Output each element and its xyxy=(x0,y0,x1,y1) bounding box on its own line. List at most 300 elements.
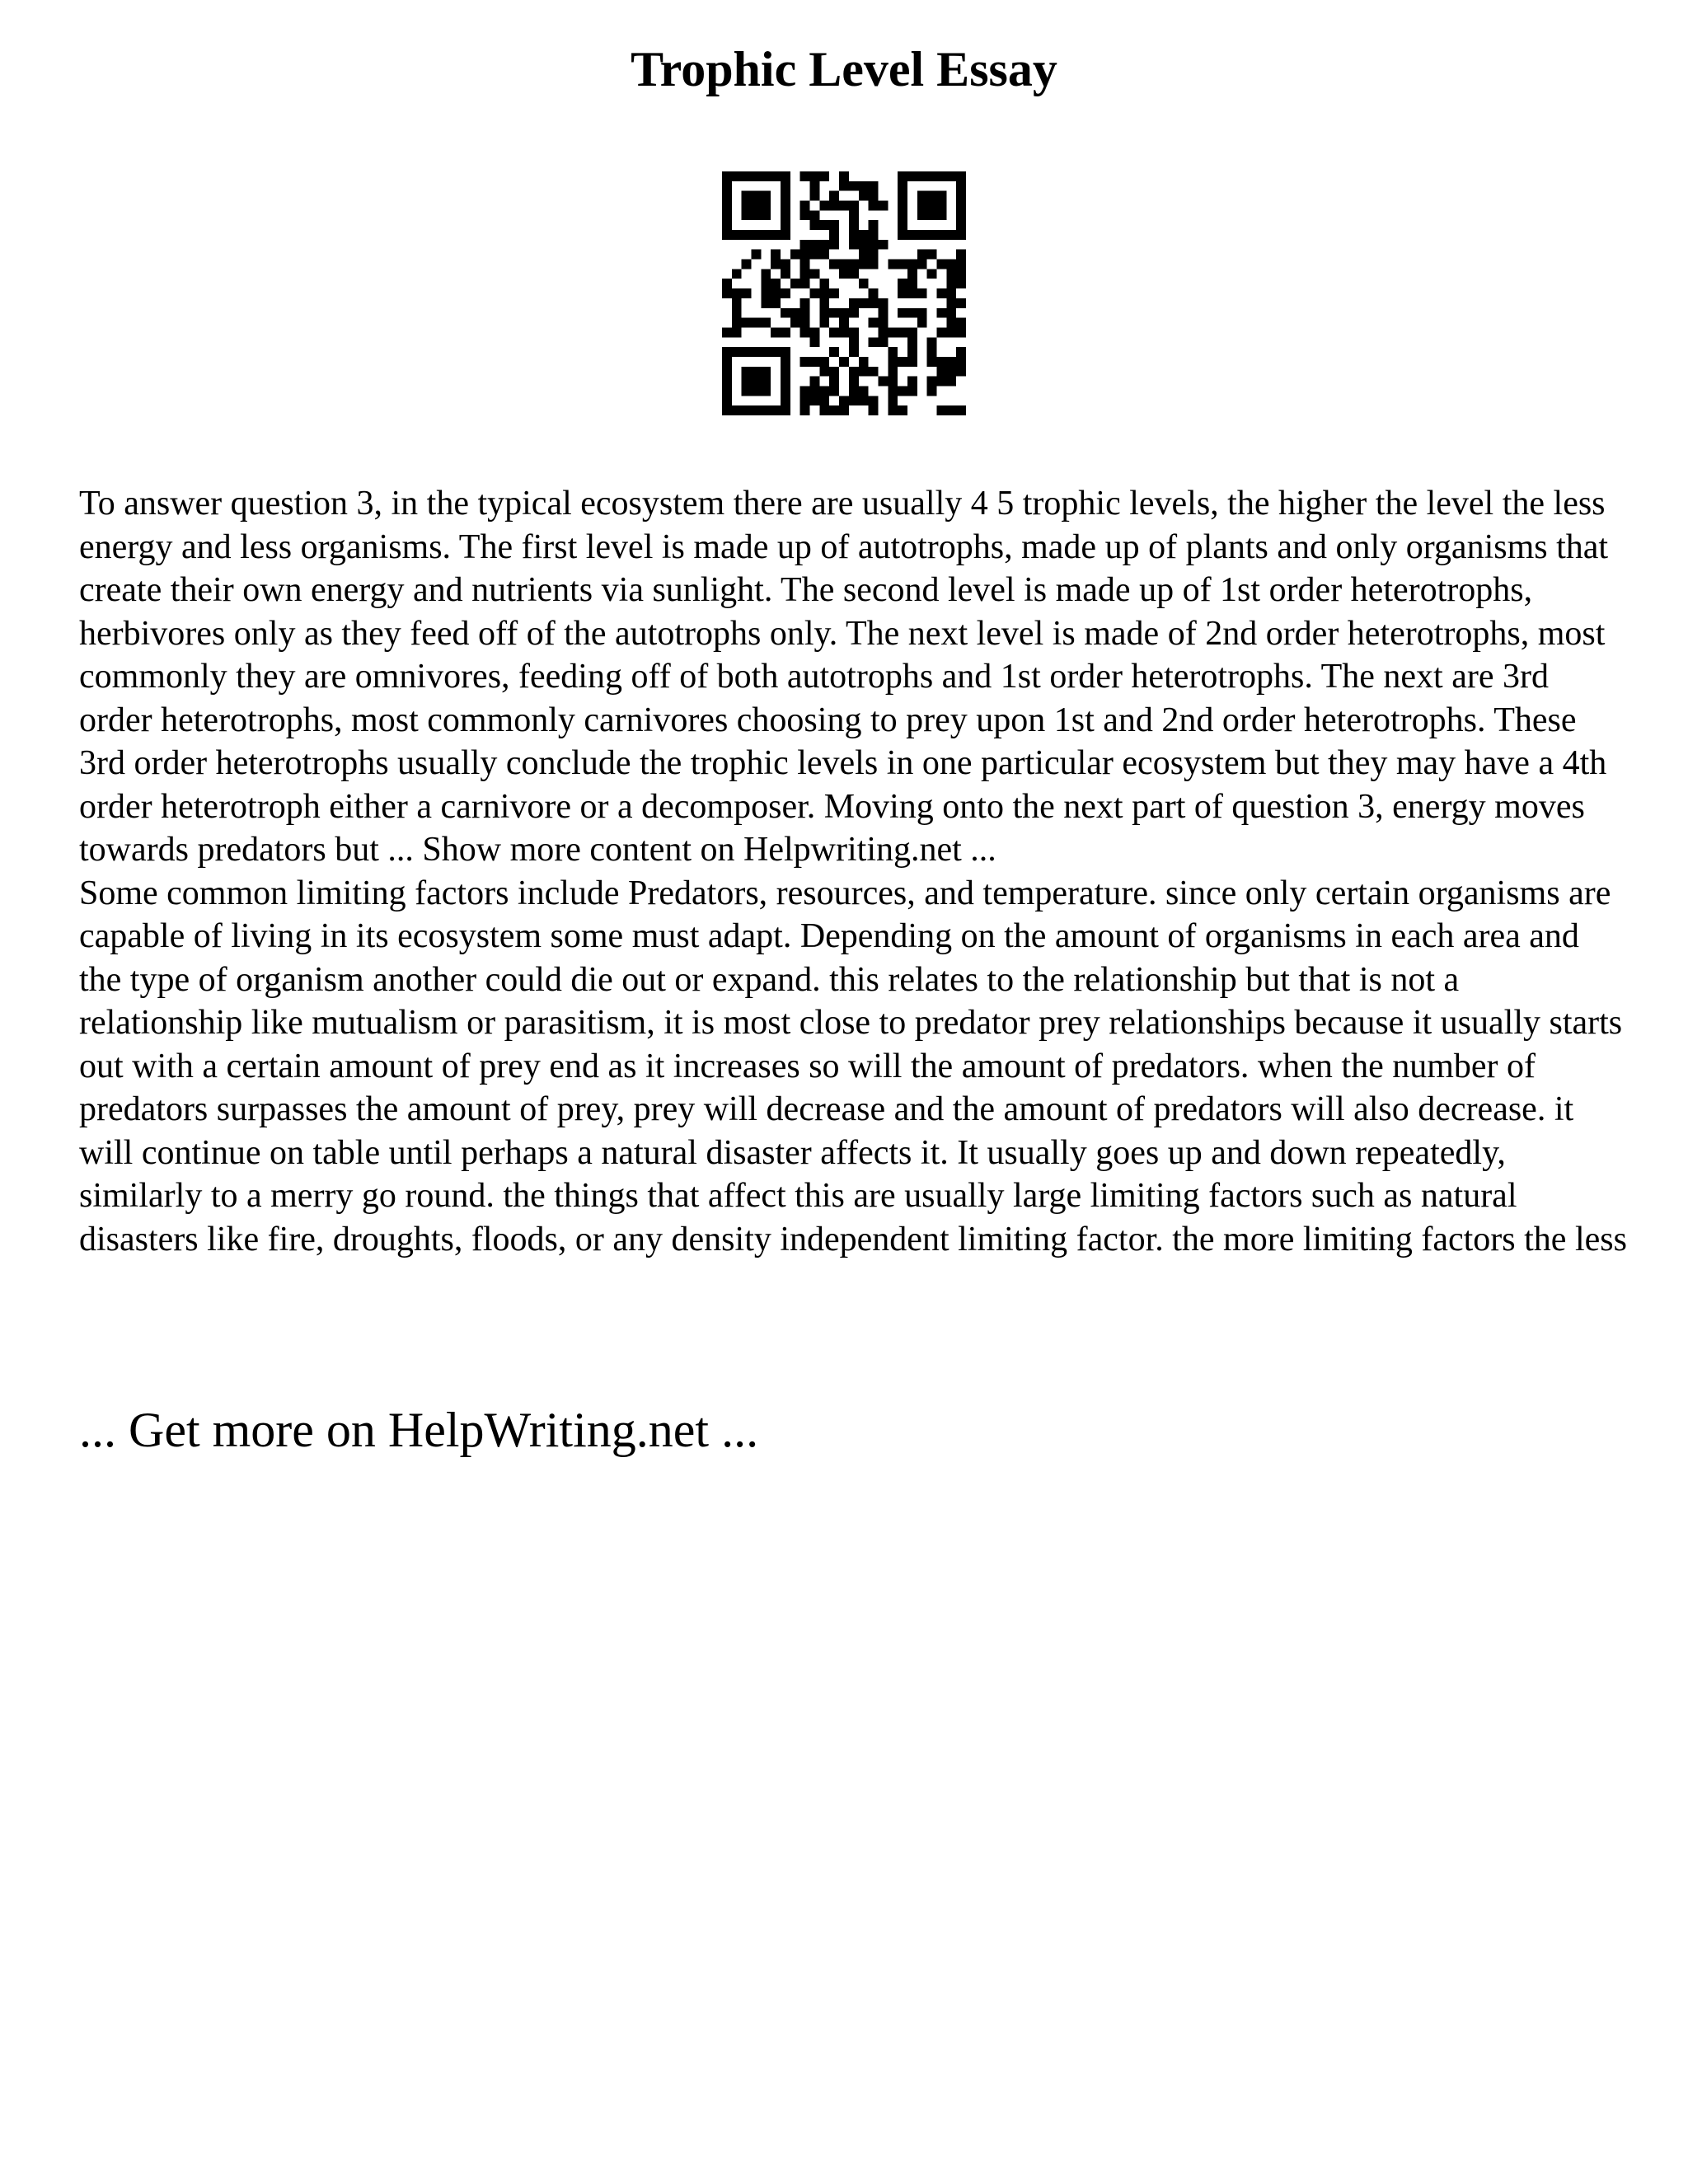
qr-module xyxy=(810,210,820,220)
qr-module xyxy=(907,308,917,318)
qr-module xyxy=(732,230,742,240)
qr-module xyxy=(732,269,742,279)
qr-module xyxy=(732,347,742,357)
qr-module xyxy=(907,279,917,288)
qr-module xyxy=(781,288,790,298)
qr-module xyxy=(898,357,907,367)
essay-paragraph-1: To answer question 3, in the typical ecosystem there are usually 4 5 trophic levels, the higher the level the less energy and less organisms. The first level is made up of autotrophs, made up of plants and only organisms that create their own energy and nutrients via sunlight. The second level is made up of 1st order heterotrophs, herbivores only as they feed off of the autotrophs only. The next level is made of 2nd order heterotrophs, most commonly they are omnivores, feeding off of both autotrophs and 1st order heterotrophs. The next are 3rd order heterotrophs, most commonly carnivores choosing to prey upon 1st and 2nd order heterotrophs. These 3rd order heterotrophs usually conclude the trophic levels in one particular ecosystem but they may have a 4th order heterotroph either a carnivore or a decomposer. Moving onto the next part of question 3, energy moves towards predators but ... Show more content on Helpwriting.net ... xyxy=(79,485,1609,869)
qr-module xyxy=(927,377,937,387)
qr-module xyxy=(859,240,869,250)
get-more-link[interactable]: ... Get more on HelpWriting.net ... xyxy=(79,1403,759,1457)
qr-module xyxy=(819,288,829,298)
qr-module xyxy=(819,220,829,230)
qr-module xyxy=(927,269,937,279)
qr-module xyxy=(956,279,966,288)
qr-module xyxy=(869,298,879,308)
qr-module xyxy=(859,386,869,396)
qr-module xyxy=(927,191,937,201)
qr-module xyxy=(800,260,810,269)
qr-module xyxy=(907,347,917,357)
qr-module xyxy=(917,230,927,240)
qr-module xyxy=(956,318,966,328)
qr-module xyxy=(849,377,859,387)
essay-paragraph-2: Some common limiting factors include Predators, resources, and temperature. since only certain organisms are capable of living in its ecosystem some must adapt. Depending on the amount of organisms in each area and the type of organism another could die out or expand. this relates to the relationship but that is not a relationship like mutualism or parasitism, it is most close to predator prey relationships because it usually starts out with a certain amount of prey end as it increases so will the amount of predators. when the number of predators surpasses the amount of prey, prey will decrease and the amount of predators will also decrease. it will continue on table until perhaps a natural disaster affects it. It usually goes up and down repeatedly, similarly to a merry go round. the things that affect this are usually large limiting factors such as natural disasters like fire, droughts, floods, or any density independent limiting factor. the more limiting factors the less xyxy=(79,874,1627,1258)
qr-module xyxy=(790,318,800,328)
qr-module xyxy=(829,405,839,415)
qr-module xyxy=(819,318,829,328)
qr-module xyxy=(859,230,869,240)
qr-module xyxy=(781,357,790,367)
qr-module xyxy=(849,220,859,230)
qr-module xyxy=(829,386,839,396)
qr-module xyxy=(927,230,937,240)
qr-module xyxy=(742,347,752,357)
qr-module xyxy=(898,279,907,288)
qr-module xyxy=(761,386,771,396)
qr-module xyxy=(907,327,917,337)
qr-module xyxy=(722,220,732,230)
qr-module xyxy=(781,377,790,387)
qr-module xyxy=(752,347,762,357)
qr-module xyxy=(936,377,946,387)
qr-module xyxy=(722,201,732,211)
qr-module xyxy=(859,191,869,201)
qr-module xyxy=(888,357,898,367)
qr-module xyxy=(898,288,907,298)
qr-module xyxy=(761,230,771,240)
qr-module xyxy=(888,377,898,387)
qr-module xyxy=(927,337,937,347)
qr-module xyxy=(752,201,762,211)
qr-module xyxy=(839,181,849,191)
qr-module xyxy=(946,327,956,337)
qr-module xyxy=(781,181,790,191)
qr-module xyxy=(752,386,762,396)
qr-module xyxy=(800,171,810,181)
qr-module xyxy=(956,220,966,230)
qr-module xyxy=(722,367,732,377)
qr-module xyxy=(742,377,752,387)
qr-module xyxy=(849,298,859,308)
qr-module xyxy=(742,367,752,377)
qr-module xyxy=(742,318,752,328)
qr-module xyxy=(790,250,800,260)
qr-module xyxy=(810,269,820,279)
qr-module xyxy=(771,171,781,181)
qr-module xyxy=(927,171,937,181)
qr-module xyxy=(907,337,917,347)
qr-module xyxy=(742,201,752,211)
qr-module xyxy=(722,357,732,367)
qr-module xyxy=(761,347,771,357)
qr-module xyxy=(800,357,810,367)
qr-module xyxy=(878,201,888,211)
qr-module xyxy=(878,377,888,387)
qr-module xyxy=(936,308,946,318)
qr-module xyxy=(781,210,790,220)
qr-module xyxy=(839,405,849,415)
qr-module xyxy=(859,298,869,308)
qr-module xyxy=(829,308,839,318)
qr-module xyxy=(869,220,879,230)
qr-module xyxy=(771,279,781,288)
qr-module xyxy=(849,269,859,279)
qr-module xyxy=(859,260,869,269)
qr-module xyxy=(936,171,946,181)
qr-module xyxy=(927,210,937,220)
qr-module xyxy=(800,327,810,337)
qr-module xyxy=(781,386,790,396)
qr-module xyxy=(956,181,966,191)
qr-module xyxy=(732,171,742,181)
qr-module xyxy=(898,210,907,220)
qr-module xyxy=(732,298,742,308)
qr-module xyxy=(771,288,781,298)
qr-module xyxy=(927,386,937,396)
qr-module xyxy=(742,260,752,269)
qr-module xyxy=(956,327,966,337)
qr-module xyxy=(869,230,879,240)
qr-module xyxy=(829,191,839,201)
qr-module xyxy=(878,308,888,318)
qr-module xyxy=(800,279,810,288)
qr-module xyxy=(742,230,752,240)
qr-module xyxy=(781,201,790,211)
qr-module xyxy=(781,269,790,279)
qr-module xyxy=(761,288,771,298)
qr-module xyxy=(771,250,781,260)
qr-module xyxy=(898,191,907,201)
qr-module xyxy=(956,298,966,308)
qr-module xyxy=(907,171,917,181)
qr-module xyxy=(869,337,879,347)
qr-module xyxy=(829,240,839,250)
qr-module xyxy=(956,250,966,260)
qr-module xyxy=(722,230,732,240)
qr-module xyxy=(810,181,820,191)
qr-module xyxy=(761,298,771,308)
qr-module xyxy=(869,260,879,269)
qr-module xyxy=(732,318,742,328)
qr-module xyxy=(839,318,849,328)
qr-module xyxy=(800,201,810,211)
qr-module xyxy=(752,210,762,220)
qr-module xyxy=(829,220,839,230)
qr-module xyxy=(771,347,781,357)
qr-module xyxy=(819,171,829,181)
qr-module xyxy=(752,230,762,240)
qr-module xyxy=(898,327,907,337)
qr-module xyxy=(819,308,829,318)
qr-module xyxy=(878,240,888,250)
qr-module xyxy=(752,377,762,387)
qr-module xyxy=(936,357,946,367)
qr-module xyxy=(898,260,907,269)
qr-module xyxy=(946,171,956,181)
qr-module xyxy=(761,405,771,415)
qr-module xyxy=(869,396,879,405)
qr-module xyxy=(732,288,742,298)
qr-module xyxy=(927,347,937,357)
qr-module xyxy=(790,279,800,288)
qr-module xyxy=(878,327,888,337)
qr-module xyxy=(810,250,820,260)
qr-module xyxy=(781,171,790,181)
qr-module xyxy=(946,377,956,387)
qr-module xyxy=(732,308,742,318)
qr-module xyxy=(907,357,917,367)
qr-module xyxy=(878,318,888,328)
qr-module xyxy=(946,298,956,308)
qr-module xyxy=(781,308,790,318)
qr-module xyxy=(946,357,956,367)
qr-module xyxy=(800,250,810,260)
qr-module xyxy=(946,230,956,240)
qr-module xyxy=(956,191,966,201)
qr-module xyxy=(917,201,927,211)
qr-module xyxy=(752,405,762,415)
qr-module xyxy=(819,298,829,308)
qr-module xyxy=(946,269,956,279)
qr-module xyxy=(859,357,869,367)
qr-module xyxy=(722,181,732,191)
qr-module xyxy=(781,327,790,337)
qr-module xyxy=(810,337,820,347)
qr-module xyxy=(722,288,732,298)
qr-module xyxy=(722,405,732,415)
qr-module xyxy=(819,405,829,415)
qr-module xyxy=(732,405,742,415)
qr-module xyxy=(771,298,781,308)
qr-module xyxy=(936,210,946,220)
qr-module xyxy=(869,367,879,377)
qr-module xyxy=(829,347,839,357)
qr-module xyxy=(752,191,762,201)
qr-module xyxy=(839,171,849,181)
qr-module xyxy=(819,279,829,288)
qr-module xyxy=(761,171,771,181)
qr-module xyxy=(859,279,869,288)
qr-module xyxy=(946,405,956,415)
qr-module xyxy=(849,327,859,337)
qr-module xyxy=(898,171,907,181)
qr-module xyxy=(839,357,849,367)
qr-module xyxy=(810,288,820,298)
qr-module xyxy=(907,269,917,279)
qr-module xyxy=(917,318,927,328)
qr-module xyxy=(771,230,781,240)
qr-module xyxy=(781,347,790,357)
qr-module xyxy=(849,240,859,250)
qr-module xyxy=(849,367,859,377)
qr-module xyxy=(907,288,917,298)
qr-module xyxy=(771,327,781,337)
qr-module xyxy=(810,220,820,230)
qr-module xyxy=(956,210,966,220)
qr-module xyxy=(917,171,927,181)
qr-module xyxy=(819,250,829,260)
qr-module xyxy=(819,367,829,377)
qr-module xyxy=(878,298,888,308)
qr-module xyxy=(781,260,790,269)
qr-module xyxy=(810,357,820,367)
qr-module xyxy=(869,240,879,250)
qr-module xyxy=(869,405,879,415)
qr-module xyxy=(907,230,917,240)
qr-module xyxy=(722,327,732,337)
qr-module xyxy=(810,386,820,396)
qr-module xyxy=(752,318,762,328)
qr-module xyxy=(898,181,907,191)
qr-module xyxy=(722,386,732,396)
qr-module xyxy=(898,230,907,240)
qr-module xyxy=(869,250,879,260)
qr-module xyxy=(936,191,946,201)
qr-module xyxy=(722,191,732,201)
qr-module xyxy=(907,377,917,387)
qr-module xyxy=(917,210,927,220)
qr-module xyxy=(752,367,762,377)
qr-module xyxy=(956,367,966,377)
qr-module xyxy=(800,210,810,220)
qr-module xyxy=(800,308,810,318)
qr-module xyxy=(888,386,898,396)
essay-body xyxy=(79,482,1629,1261)
qr-module xyxy=(829,377,839,387)
qr-module xyxy=(936,230,946,240)
qr-module xyxy=(800,405,810,415)
qr-module xyxy=(859,367,869,377)
qr-module xyxy=(722,279,732,288)
qr-module xyxy=(956,405,966,415)
qr-module xyxy=(829,201,839,211)
qr-module xyxy=(956,171,966,181)
qr-module xyxy=(839,396,849,405)
qr-module xyxy=(829,260,839,269)
qr-module xyxy=(849,260,859,269)
qr-module xyxy=(869,191,879,201)
qr-module xyxy=(956,260,966,269)
qr-module xyxy=(859,250,869,260)
qr-module xyxy=(936,260,946,269)
qr-module xyxy=(800,396,810,405)
qr-module xyxy=(849,337,859,347)
qr-module xyxy=(800,269,810,279)
qr-module xyxy=(888,396,898,405)
qr-module xyxy=(917,308,927,318)
qr-module xyxy=(849,210,859,220)
qr-module xyxy=(752,171,762,181)
qr-module xyxy=(781,367,790,377)
qr-module xyxy=(927,357,937,367)
qr-module xyxy=(722,171,732,181)
qr-module xyxy=(946,318,956,328)
qr-module xyxy=(722,377,732,387)
qr-module xyxy=(849,386,859,396)
qr-module xyxy=(946,367,956,377)
qr-module xyxy=(839,269,849,279)
qr-module xyxy=(800,386,810,396)
qr-module xyxy=(869,181,879,191)
qr-module xyxy=(742,288,752,298)
qr-module xyxy=(781,191,790,201)
qr-module xyxy=(752,250,762,260)
qr-module xyxy=(781,405,790,415)
qr-module xyxy=(946,279,956,288)
qr-module xyxy=(722,347,732,357)
qr-module xyxy=(849,201,859,211)
qr-module xyxy=(907,260,917,269)
qr-module xyxy=(927,201,937,211)
qr-module xyxy=(761,191,771,201)
qr-module xyxy=(917,191,927,201)
qr-module xyxy=(898,220,907,230)
qr-module xyxy=(810,327,820,337)
qr-module xyxy=(946,288,956,298)
qr-module xyxy=(849,347,859,357)
qr-module xyxy=(819,201,829,211)
qr-module xyxy=(956,269,966,279)
qr-module xyxy=(869,201,879,211)
qr-module xyxy=(819,396,829,405)
qr-module xyxy=(742,210,752,220)
qr-module xyxy=(878,337,888,347)
qr-module xyxy=(810,240,820,250)
qr-module xyxy=(781,230,790,240)
qr-module xyxy=(849,396,859,405)
qr-module xyxy=(829,367,839,377)
qr-module xyxy=(869,288,879,298)
qr-module xyxy=(839,201,849,211)
qr-module xyxy=(761,269,771,279)
qr-module xyxy=(761,210,771,220)
qr-module xyxy=(819,386,829,396)
qr-module xyxy=(898,386,907,396)
qr-module xyxy=(781,220,790,230)
qr-module xyxy=(956,357,966,367)
qr-module xyxy=(810,191,820,201)
qr-module xyxy=(898,405,907,415)
qr-module xyxy=(839,260,849,269)
qr-module xyxy=(849,308,859,318)
qr-module xyxy=(936,288,946,298)
qr-module xyxy=(888,260,898,269)
qr-code-icon xyxy=(722,171,966,415)
qr-module xyxy=(732,327,742,337)
qr-module xyxy=(771,260,781,269)
qr-module xyxy=(956,230,966,240)
qr-module xyxy=(849,230,859,240)
qr-module xyxy=(888,405,898,415)
qr-module xyxy=(888,367,898,377)
qr-module xyxy=(810,396,820,405)
qr-module xyxy=(829,288,839,298)
qr-module xyxy=(722,396,732,405)
qr-module xyxy=(829,230,839,240)
qr-module xyxy=(956,201,966,211)
qr-module xyxy=(742,405,752,415)
qr-module xyxy=(946,260,956,269)
qr-module xyxy=(956,347,966,357)
qr-module xyxy=(761,279,771,288)
qr-module xyxy=(742,386,752,396)
qr-module xyxy=(859,396,869,405)
qr-module xyxy=(819,357,829,367)
document-title: Trophic Level Essay xyxy=(631,42,1057,96)
qr-module xyxy=(819,240,829,250)
qr-module xyxy=(742,191,752,201)
qr-module xyxy=(781,396,790,405)
